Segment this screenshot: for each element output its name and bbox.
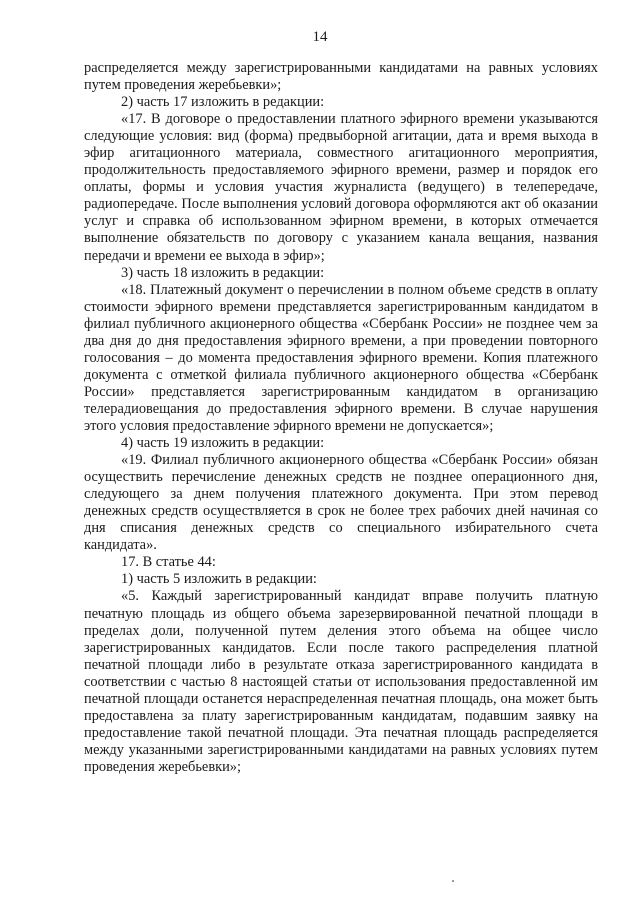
paragraph: 1) часть 5 изложить в редакции: (121, 571, 317, 588)
paragraph: «17. В договоре о предоставлении платного эфирного времени указываются следующие условия: вид (форма) предвыборной агитации, дата и время выхода в эфир агитационного материала, совместного агитационного мероприятия, продолжительность предоставляемого эфирного времени, размер и порядок его оплаты, формы и условия участия журналиста (ведущего) в телепередаче, радиопередаче. После выполнения условий договора оформляются акт об оказании услуг и справка об использованном эфирном времени, в которых отмечается выполнение обязательств по договору с указанием канала вещания, названия передачи и времени ее выхода в эфир»; (84, 111, 598, 264)
page-number: 14 (312, 29, 328, 45)
paragraph: «5. Каждый зарегистрированный кандидат вправе получить платную печатную площадь из общего объема зарезервированной печатной площади в пределах доли, полученной путем деления этого объема на общее число зарегистрированных кандидатов. Если после такого распределения платной печатной площади либо в результате отказа зарегистрированного кандидата в соответствии с частью 8 настоящей статьи от использования предоставленной им печатной площади останется нераспределенная печатная площадь, она может быть предоставлена за плату зарегистрированным кандидатам, подавшим заявку на предоставление такой печатной площади. Эта печатная площадь распределяется между указанными зарегистрированными кандидатами на равных условиях путем проведения жеребьевки»; (84, 588, 598, 775)
paragraph: 17. В статье 44: (121, 554, 216, 571)
paragraph: «18. Платежный документ о перечислении в полном объеме средств в оплату стоимости эфирного времени представляется зарегистрированным кандидатом в филиал публичного акционерного общества «Сбербанк России» не позднее чем за два дня до дня предоставления эфирного времени, а при проведении повторного голосования – до момента предоставления эфирного времени. Копия платежного документа с отметкой филиала публичного акционерного общества «Сбербанк России» представляется зарегистрированным кандидатом в организацию телерадиовещания до предоставления эфирного времени. В случае нарушения этого условия предоставление эфирного времени не допускается»; (84, 281, 598, 434)
paragraph: 2) часть 17 изложить в редакции: (121, 94, 325, 111)
scan-speck (452, 880, 454, 882)
paragraph: распределяется между зарегистрированными кандидатами на равных условиях путем проведения жеребьевки»; (84, 60, 598, 94)
paragraph: «19. Филиал публичного акционерного общества «Сбербанк России» обязан осуществить перечисление денежных средств не позднее операционного дня, следующего за днем получения платежного документа. При этом перевод денежных средств осуществляется в срок не более трех рабочих дней начиная со дня списания денежных средств со специального избирательного счета кандидата». (84, 452, 598, 554)
paragraph: 4) часть 19 изложить в редакции: (121, 435, 325, 452)
paragraph: 3) часть 18 изложить в редакции: (121, 264, 325, 281)
document-body (84, 60, 598, 776)
